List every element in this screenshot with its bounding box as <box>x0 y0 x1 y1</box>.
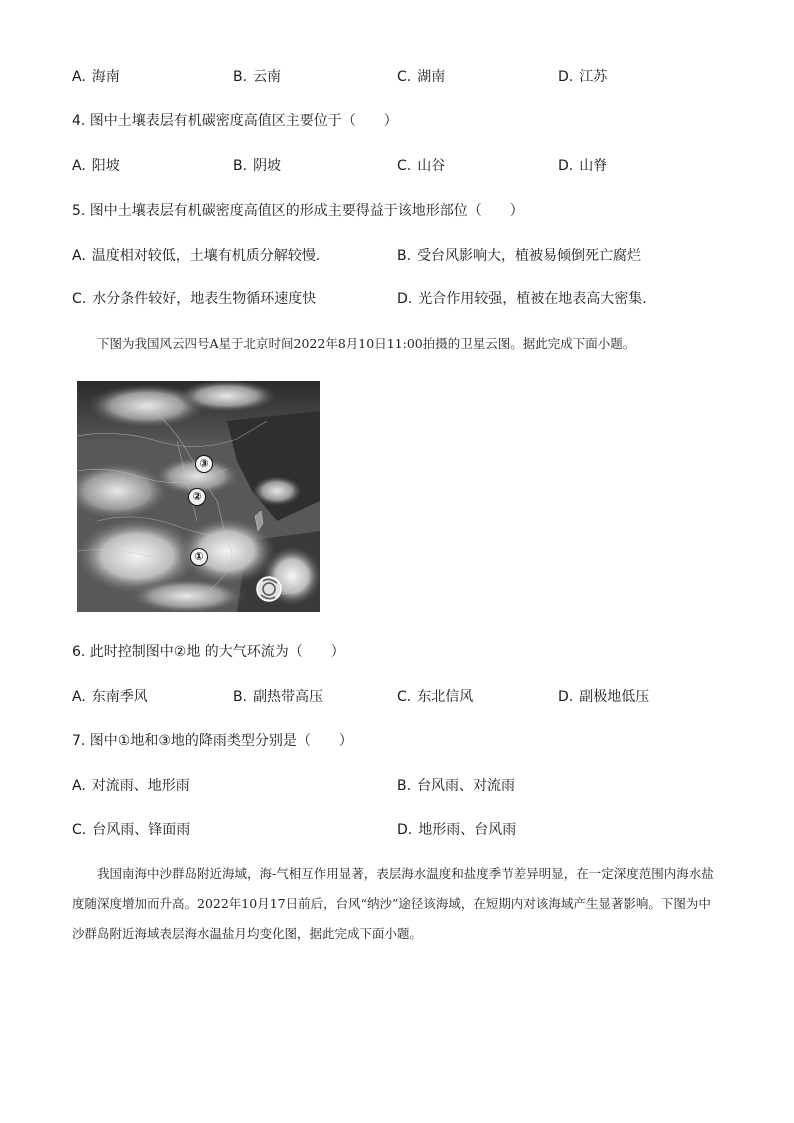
marker-3: ③ <box>195 455 213 473</box>
q5-option-b <box>397 247 641 265</box>
option-text: 阳坡 <box>91 158 120 174</box>
q7-option-a <box>72 777 190 795</box>
option-text: 光合作用较强，植被在地表高大密集. <box>418 291 647 307</box>
option-letter: D. <box>558 689 574 705</box>
q6-option-a <box>72 688 148 706</box>
satellite-cloud-image <box>77 381 320 612</box>
q3-option-a <box>72 68 120 86</box>
option-text: 副极地低压 <box>579 689 650 705</box>
q4-option-b <box>233 157 281 175</box>
q5-option-a <box>72 247 320 265</box>
q5-option-d <box>397 290 647 308</box>
q4-stem: 4. 图中土壤表层有机碳密度高值区主要位于（ ） <box>72 113 398 129</box>
q7-option-d <box>397 821 516 839</box>
passage-text: 我国南海中沙群岛附近海域，海-气相互作用显著，表层海水温度和盐度季节差异明显，在一定深度范围内海水盐度随深度增加而升高。2022年10月17日前后，台风“纳沙”途径该海域，在短期内对该海域产生显著影响。下图为中沙群岛附近海域表层海水温盐月均变化图，据此完成下面小题。 <box>72 866 714 941</box>
q3-option-c <box>397 68 445 86</box>
q5-stem: 5. 图中土壤表层有机碳密度高值区的形成主要得益于该地形部位（ ） <box>72 203 524 219</box>
option-letter: A. <box>72 158 86 174</box>
option-letter: B. <box>233 69 248 85</box>
option-letter: B. <box>233 158 248 174</box>
marker-2: ② <box>188 488 206 506</box>
option-text: 副热带高压 <box>253 689 324 705</box>
option-text: 湖南 <box>417 69 446 85</box>
option-text: 江苏 <box>579 69 608 85</box>
option-letter: D. <box>397 291 413 307</box>
passage-text: 下图为我国风云四号A星于北京时间2022年8月10日11:00拍摄的卫星云图。据此完成下面小题。 <box>97 336 636 351</box>
option-letter: D. <box>558 69 574 85</box>
passage-south-china-sea <box>72 859 722 949</box>
q7-option-b <box>397 777 515 795</box>
option-letter: C. <box>72 822 87 838</box>
q6-option-c <box>397 688 473 706</box>
option-letter: B. <box>233 689 248 705</box>
option-letter: C. <box>397 158 412 174</box>
q4-option-d <box>558 157 607 175</box>
option-text: 温度相对较低，土壤有机质分解较慢. <box>91 248 321 264</box>
option-letter: A. <box>72 248 86 264</box>
option-text: 对流雨、地形雨 <box>91 778 190 794</box>
option-letter: C. <box>397 69 412 85</box>
option-letter: B. <box>397 248 412 264</box>
option-text: 地形雨、台风雨 <box>418 822 517 838</box>
option-letter: A. <box>72 778 86 794</box>
option-letter: C. <box>72 291 87 307</box>
option-text: 阴坡 <box>253 158 282 174</box>
option-letter: D. <box>397 822 413 838</box>
passage-satellite-intro <box>72 329 722 359</box>
option-text: 台风雨、锋面雨 <box>92 822 191 838</box>
q7-option-c <box>72 821 190 839</box>
q3-option-d <box>558 68 607 86</box>
option-text: 受台风影响大，植被易倾倒死亡腐烂 <box>417 248 642 264</box>
q7-stem: 7. 图中①地和③地的降雨类型分别是（ ） <box>72 733 353 749</box>
q6-option-d <box>558 688 649 706</box>
option-text: 山谷 <box>417 158 446 174</box>
option-text: 水分条件较好，地表生物循环速度快 <box>92 291 317 307</box>
option-letter: A. <box>72 69 86 85</box>
option-text: 东南季风 <box>91 689 148 705</box>
q6-option-b <box>233 688 323 706</box>
marker-1: ① <box>190 548 208 566</box>
option-letter: C. <box>397 689 412 705</box>
option-text: 云南 <box>253 69 282 85</box>
q3-option-b <box>233 68 281 86</box>
option-letter: A. <box>72 689 86 705</box>
option-text: 山脊 <box>579 158 608 174</box>
option-letter: D. <box>558 158 574 174</box>
q5-option-c <box>72 290 316 308</box>
q4-option-c <box>397 157 445 175</box>
option-text: 海南 <box>91 69 120 85</box>
q4-option-a <box>72 157 120 175</box>
q6-stem: 6. 此时控制图中②地 的大气环流为（ ） <box>72 644 345 660</box>
option-text: 东北信风 <box>417 689 474 705</box>
option-letter: B. <box>397 778 412 794</box>
option-text: 台风雨、对流雨 <box>417 778 516 794</box>
